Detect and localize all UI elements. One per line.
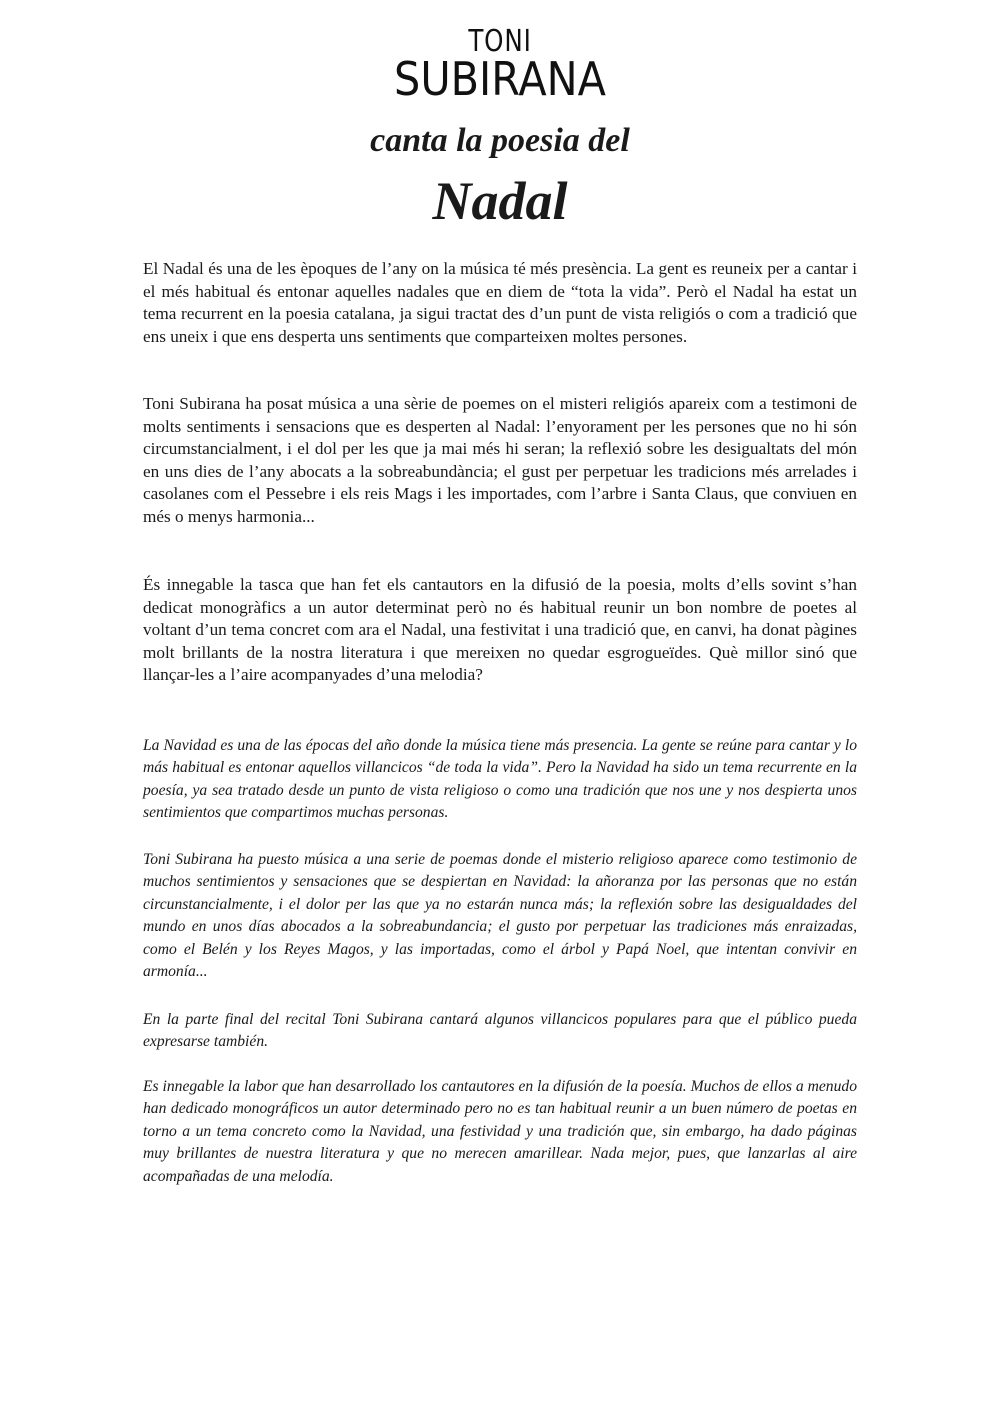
- logo-last-name: SUBIRANA: [394, 52, 606, 106]
- spanish-paragraph-2-block: [143, 849, 857, 983]
- catalan-paragraph: Toni Subirana ha posat música a una sèrie de poemes on el misteri religiós apareix com a testimoni de molts sentiments i sensacions que es desperten al Nadal: l’enyorament per les persones que no hi són circumstancialment, i el dol per les que ja mai més hi seran; la reflexió sobre les desigualtats del món en uns dies de l’any abocats a la sobreabundància; el gust per perpetuar les tradicions més arrelades i casolanes com el Pessebre i els reis Mags i les importades, com l’arbre i Santa Claus, que conviuen en més o menys harmonia...: [143, 394, 857, 526]
- spanish-paragraph-3-block: [143, 1009, 857, 1054]
- spanish-paragraph: Es innegable la labor que han desarrollado los cantautores en la difusión de la poesía. Muchos de ellos a menudo han dedicado monográficos un autor determinado pero no es tan habitual reunir a un buen número de poetas en torno a un tema concreto como la Navidad, una festividad y una tradición que, sin embargo, ha dado páginas muy brillantes de nuestra literatura y que no merecen amarillear. Nada mejor, pues, que lanzarlas al aire acompañadas de una melodía.: [143, 1078, 857, 1185]
- catalan-paragraph-2-block: [143, 393, 857, 528]
- catalan-paragraph: És innegable la tasca que han fet els cantautors en la difusió de la poesia, molts d’ells sovint s’han dedicat monogràfics a un autor determinat però no és habitual reunir un bon nombre de poetes al voltant d’un tema concret com ara el Nadal, una festivitat i una tradició que, en canvi, ha donat pàgines molt brillants de la nostra literatura i que mereixen no quedar esgrogueïdes. Què millor sinó que llançar-les a l’aire acompanyades d’una melodia?: [143, 575, 857, 684]
- spanish-paragraph: La Navidad es una de las épocas del año donde la música tiene más presencia. La gente se reúne para cantar y lo más habitual es entonar aquellos villancicos “de toda la vida”. Pero la Navidad ha sido un tema recurrente en la poesía, ya sea tratado desde un punto de vista religioso o como una tradición que nos une y nos despierta unos sentimientos que compartimos muchas personas.: [143, 737, 857, 822]
- catalan-paragraph-1-block: [143, 258, 857, 348]
- artist-logo: [0, 24, 1000, 106]
- spanish-paragraph: Toni Subirana ha puesto música a una serie de poemas donde el misterio religioso aparece como testimonio de muchos sentimientos y sensaciones que se despiertan en Navidad: la añoranza por las personas que no están circunstancialmente, i el dolor per las que ya no estarán nunca más; la reflexión sobre las desigualdades del mundo en unos días abocados a la sobreabundancia; el gusto por perpetuar las tradiciones más enraizadas, como el Belén y los Reyes Magos, y las importadas, como el árbol y Papá Noel, que intentan convivir en armonía...: [143, 851, 857, 981]
- document-title: Nadal: [432, 171, 568, 231]
- catalan-paragraph: El Nadal és una de les èpoques de l’any on la música té més presència. La gent es reuneix per a cantar i el més habitual és entonar aquelles nadales que en diem de “tota la vida”. Però el Nadal ha estat un tema recurrent en la poesia catalana, ja sigui tractat des d’un punt de vista religiós o com a tradició que ens uneix i que ens desperta uns sentiments que comparteixen moltes persones.: [143, 259, 857, 346]
- document-subtitle: canta la poesia del: [370, 122, 630, 159]
- spanish-paragraph: En la parte final del recital Toni Subirana cantará algunos villancicos populares para que el público pueda expresarse también.: [143, 1011, 857, 1051]
- spanish-paragraph-1-block: [143, 735, 857, 825]
- logo-first-name: TONI: [468, 24, 532, 59]
- spanish-paragraph-4-block: [143, 1076, 857, 1188]
- catalan-paragraph-3-block: [143, 574, 857, 687]
